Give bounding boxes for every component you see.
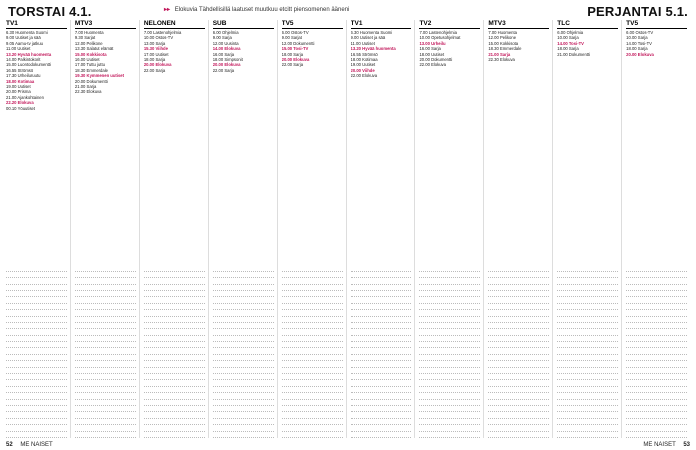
program-line: 11.00 Uutiset <box>6 46 31 52</box>
program-line: 20.00 Dokumentti <box>419 57 453 63</box>
filler-rule <box>488 437 549 438</box>
filler-rule <box>282 437 343 438</box>
program-line: 16.00 Uutiset <box>74 57 100 63</box>
program-line: 9.05 Aamu-tv jatkuu <box>6 40 44 46</box>
program-line: 19.00 Uutiset <box>350 62 376 68</box>
program-line: 18.00 Simpsonit <box>212 57 243 63</box>
program-line: 13.20 Hyvää huomenta <box>6 51 52 57</box>
program-line: 9.00 Sarja <box>212 35 232 41</box>
program-line: 12.00 Pelikone <box>488 35 517 41</box>
program-line: 18.00 Kotimaa <box>350 57 378 63</box>
program-line: 17.00 Uutiset <box>143 51 169 57</box>
program-line: 22.00 Sarja <box>212 67 235 73</box>
program-line: 14.00 Tosi-TV <box>557 40 584 46</box>
page-number-right: 53 <box>683 442 690 448</box>
channel-column <box>488 20 553 438</box>
program-line: 7.00 Lastenohjelmia <box>143 30 182 35</box>
program-line: 12.00 Uusinta <box>212 40 239 46</box>
channel-heading: SUB <box>213 20 274 29</box>
channel-heading: NELONEN <box>144 20 205 29</box>
listing-filler <box>213 271 274 438</box>
program-line: 9.00 Uutiset ja sää <box>350 35 386 41</box>
channel-heading: MTV3 <box>75 20 136 29</box>
listing-filler <box>557 271 618 438</box>
channel-column <box>213 20 278 438</box>
program-line: 21.00 Dokumentti <box>557 51 591 57</box>
program-line: 12.00 Dokumentti <box>281 40 315 46</box>
program-line: 20.00 Elokuva <box>143 62 172 68</box>
program-line: 22.00 Elokuva <box>419 62 446 68</box>
program-line: 13.20 Hyvää huomenta <box>350 46 396 52</box>
program-line: 22.30 Elokuva <box>74 89 102 95</box>
filler-rule <box>557 437 618 438</box>
program-line: 21.00 Sarja <box>74 84 97 90</box>
program-line: 7.00 Lastenohjelmia <box>419 30 457 35</box>
program-line: 20.00 Prisma <box>6 89 31 95</box>
program-line: 6.00 Ostos-TV <box>281 30 309 35</box>
channel-heading: TV1 <box>351 20 412 29</box>
program-line: 18.00 Kotimaa <box>6 78 35 84</box>
channel-column <box>282 20 347 438</box>
program-line: 16.00 Sarja <box>419 46 441 52</box>
program-line: 22.20 Elokuva <box>6 100 34 106</box>
legend-arrow-icon: ▸▸ <box>164 7 171 13</box>
program-line: 19.00 Uutiset <box>6 84 31 90</box>
filler-rule <box>75 437 136 438</box>
program-line: 12.00 Pelikone <box>74 40 103 46</box>
program-line: 14.00 Palkintokorit <box>6 57 41 63</box>
program-line: 6.30 Huomenta Suomi <box>6 30 48 35</box>
program-line: 17.30 Urheiluruutu <box>6 73 41 79</box>
listing-filler <box>144 271 205 438</box>
program-line: 16.00 Sarja <box>212 51 235 57</box>
program-line: 20.00 Viihde <box>350 67 375 73</box>
channel-column <box>351 20 416 438</box>
program-line: 20.00 Elokuva <box>212 62 241 68</box>
channel-heading: MTV3 <box>488 20 549 29</box>
program-line: 18.00 Sarja <box>281 51 304 57</box>
program-line: 22.00 Sarja <box>143 67 166 73</box>
program-line: 15.00 Kokkisota <box>488 40 519 46</box>
program-line: 10.00 Ostos-TV <box>143 35 174 41</box>
program-line: 18.00 Sarja <box>143 57 166 63</box>
program-line: 13.00 Urheilu <box>419 40 446 46</box>
listing-filler <box>488 271 549 438</box>
program-line: 13.00 Sarja <box>143 40 166 46</box>
program-line: 7.00 Huomenta <box>488 30 517 35</box>
program-line: 13.30 Salatut elämät <box>74 46 114 52</box>
filler-rule <box>213 437 274 438</box>
program-line: 20.00 Elokuva <box>626 51 654 57</box>
program-line: 19.30 Kymmenen uutiset <box>74 73 125 79</box>
footer-label-left: ME NAISET <box>20 442 53 448</box>
program-line: 20.00 Elokuva <box>281 57 310 63</box>
channel-heading: TV5 <box>282 20 343 29</box>
program-line: 18.00 Sarja <box>557 46 579 52</box>
footer-right <box>643 440 690 450</box>
legend-text: Elokuvia Tähdellisillä laatuset muutkuu etcitt piensomenen ääneni <box>174 7 350 13</box>
program-line: 15.30 Viihde <box>143 46 168 52</box>
footer-label-right: ME NAISET <box>643 442 676 448</box>
program-line: 10.00 Sarja <box>557 35 579 41</box>
program-line: 15.00 Kokkisota <box>74 51 107 57</box>
program-line: 9.00 Sarjat <box>281 35 302 41</box>
program-line: 18.30 Emmerdale <box>488 46 522 52</box>
program-line: 6.30 Huomenta Suomi <box>350 30 393 35</box>
program-line: 22.30 Elokuva <box>488 57 515 63</box>
tv-listings <box>6 20 690 438</box>
footer-left <box>6 440 53 450</box>
program-line: 18.30 Emmerdale <box>74 67 108 73</box>
channel-heading: TV2 <box>419 20 480 29</box>
channel-heading: TLC <box>557 20 618 29</box>
page-number-left: 52 <box>6 442 13 448</box>
listing-filler <box>419 271 480 438</box>
program-line: 16.55 Strömsö <box>350 51 378 57</box>
program-line: 21.00 Ajankohtainen <box>6 94 44 100</box>
program-line: 6.00 Ohjelmia <box>557 30 584 35</box>
program-line: 16.55 Strömsö <box>6 67 34 73</box>
channel-column <box>557 20 622 438</box>
channel-column <box>75 20 140 438</box>
listing-filler <box>75 271 136 438</box>
program-line: 9.00 Uutiset ja sää <box>6 35 41 41</box>
program-line: 14.00 Elokuva <box>212 46 241 52</box>
listing-filler <box>6 271 67 438</box>
listing-filler <box>351 271 412 438</box>
channel-column <box>419 20 484 438</box>
channel-column <box>144 20 209 438</box>
program-line: 17.00 Tuttu juttu <box>74 62 105 68</box>
program-line: 6.00 Ostos-TV <box>626 30 654 35</box>
legend-strip <box>164 6 349 13</box>
program-line: 00.10 Yöuutiset <box>6 105 36 111</box>
channel-heading: TV1 <box>6 20 67 29</box>
page-title-left: TORSTAI 4.1. <box>8 4 92 19</box>
program-line: 10.00 Sarja <box>626 35 648 41</box>
filler-rule <box>144 437 205 438</box>
filler-rule <box>419 437 480 438</box>
program-line: 7.00 Huomenta <box>74 30 104 35</box>
program-line: 18.00 Sarja <box>626 46 648 52</box>
program-line: 15.00 Luontodokumentti <box>6 62 51 68</box>
filler-rule <box>6 437 67 438</box>
program-line: 10.00 Opetusohjelmat <box>419 35 461 41</box>
page-title-right: PERJANTAI 5.1. <box>587 4 688 19</box>
program-line: 22.00 Sarja <box>281 62 304 68</box>
program-line: 22.00 Elokuva <box>350 73 378 79</box>
filler-rule <box>626 437 687 438</box>
program-line: 11.00 Uutiset <box>350 40 375 46</box>
program-line: 15.00 Tosi-TV <box>281 46 309 52</box>
listing-filler <box>626 271 687 438</box>
listing-filler <box>282 271 343 438</box>
program-line: 6.00 Ohjelmia <box>212 30 239 35</box>
channel-column <box>6 20 71 438</box>
channel-column <box>626 20 690 438</box>
program-line: 18.00 Uutiset <box>419 51 445 57</box>
channel-heading: TV5 <box>626 20 687 29</box>
filler-rule <box>351 437 412 438</box>
program-line: 20.00 Dokumentti <box>74 78 108 84</box>
program-line: 14.00 Tosi-TV <box>626 40 652 46</box>
program-line: 21.00 Sarja <box>488 51 511 57</box>
program-line: 9.30 Sarjat <box>74 35 96 41</box>
